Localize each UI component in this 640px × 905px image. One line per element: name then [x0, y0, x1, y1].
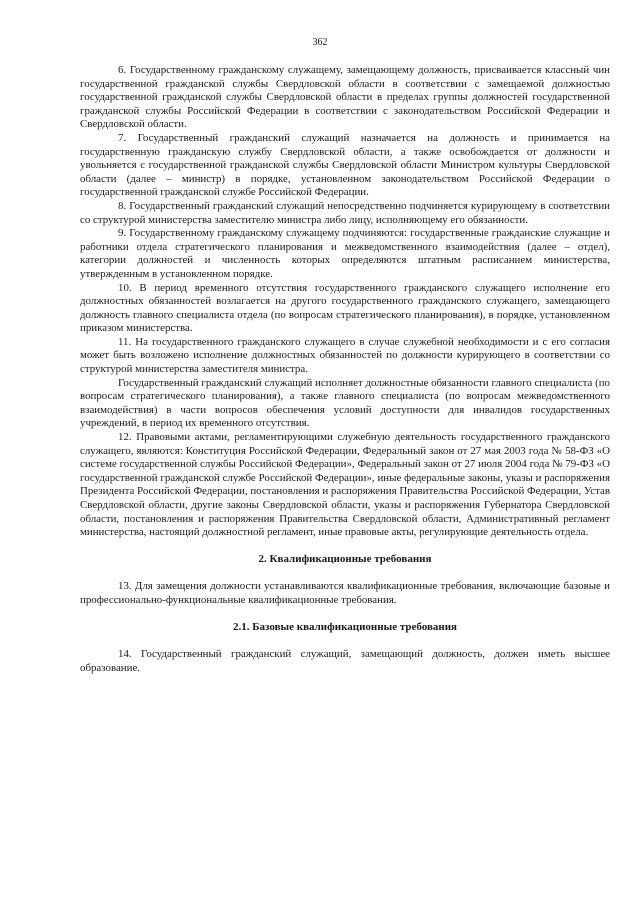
- page-number: 362: [312, 37, 328, 48]
- paragraph-7: 7. Государственный гражданский служащий назначается на должность и принимается на государственную гражданскую службу Свердловской области, а также освобождается от должности и увольняется с государственной гражданской службы Свердловской области Министром культуры Свердловской области (далее – министр) в порядке, установленном законодательством Российской Федерации о государственной гражданской службе Российской Федерации.: [80, 131, 610, 199]
- section-heading-basic-requirements: 2.1. Базовые квалификационные требования: [232, 620, 458, 633]
- section-heading-qualification-requirements: 2. Квалификационные требования: [258, 552, 432, 565]
- paragraph-10: 10. В период временного отсутствия государственного гражданского служащего исполнение его должностных обязанностей возлагается на другого государственного гражданского служащего, замещающего должность главного специалиста отдела (по вопросам стратегического планирования), в порядке, установленном приказом министерства.: [80, 281, 610, 335]
- paragraph-6: 6. Государственному гражданскому служащему, замещающему должность, присваивается классный чин государственной гражданской службы Свердловской области в соответствии с замещаемой должностью государственной гражданской службы Свердловской области в пределах группы должностей государственной гражданской службы Российской Федерации в соответствии с законодательством Российской Федерации и Свердловской области.: [80, 64, 610, 131]
- paragraph-11: 11. На государственного гражданского служащего в случае служебной необходимости и с его согласия может быть возложено исполнение должностных обязанностей по должности курирующего в соответствии со структурой министерства заместителя министра.: [80, 335, 610, 376]
- paragraph-11-continuation: Государственный гражданский служащий исполняет должностные обязанности главного специалиста (по вопросам стратегического планирования), а также главного специалиста (по вопросам межведомственного взаимодействия) в части вопросов обеспечения условий доступности для инвалидов государственных учреждений, в период их временного отсутствия.: [80, 376, 610, 430]
- paragraph-8: 8. Государственный гражданский служащий непосредственно подчиняется курирующему в соответствии со структурой министерства заместителю министра либо лицу, исполняющему его обязанности.: [80, 199, 610, 226]
- document-body: [80, 64, 610, 675]
- paragraph-9: 9. Государственному гражданскому служащему подчиняются: государственные гражданские служащие и работники отдела стратегического планирования и межведомственного взаимодействия (далее – отдел), категории должностей и численность которых определяются штатным расписанием министерства, утвержденным в установленном порядке.: [80, 227, 610, 280]
- paragraph-13: 13. Для замещения должности устанавливаются квалификационные требования, включающие базовые и профессионально-функциональные квалификационные требования.: [80, 580, 610, 606]
- paragraph-12: 12. Правовыми актами, регламентирующими служебную деятельность государственного гражданского служащего, являются: Конституция Российской Федерации, Федеральный закон от 27 мая 2003 года № 58-ФЗ «О системе государственной службы Российской Федерации», Федеральный закон от 27 июля 2004 года № 79-ФЗ «О государственной гражданской службе Российской Федерации», иные федеральные законы, указы и распоряжения Президента Российской Федерации, постановления и распоряжения Правительства Российской Федерации, Устав Свердловской области, другие законы Свердловской области, указы и распоряжения Губернатора Свердловской области, постановления и распоряжения Правительства Свердловской области, Административный регламент министерства, настоящий должностной регламент, иные правовые акты, регулирующие деятельность отдела.: [80, 431, 610, 539]
- paragraph-14: 14. Государственный гражданский служащий, замещающий должность, должен иметь высшее образование.: [80, 648, 610, 674]
